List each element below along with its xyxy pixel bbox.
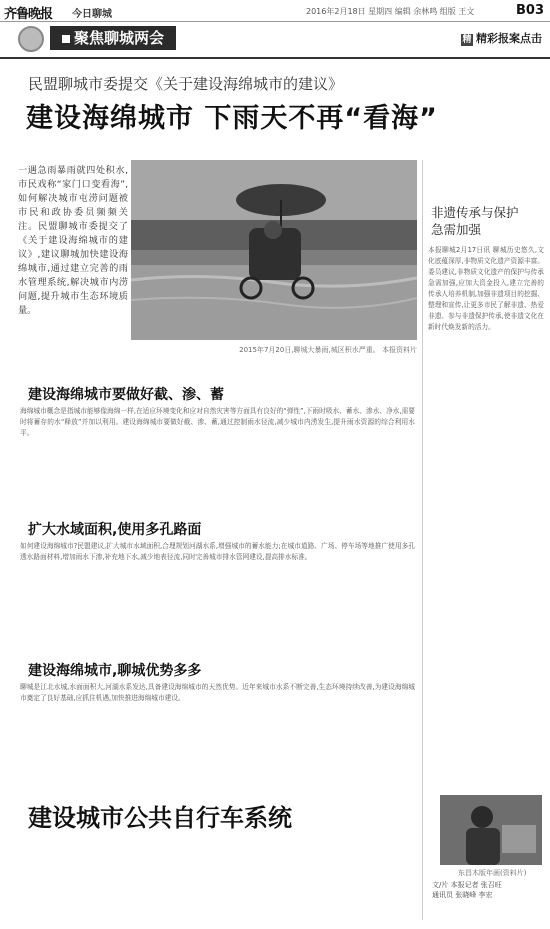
header-rule: [0, 57, 550, 59]
section-body-1: 海绵城市概念是指城市能够像海绵一样,在适应环境变化和应对自然灾害等方面具有良好的“弹性”,下雨时吸水、蓄水、渗水、净水,需要时将蓄存的水“释放”并加以利用。建设海绵城市要做好截、渗、蓄,通过控制雨水径流,减少城市内涝发生,提升雨水资源的综合利用水平。: [20, 407, 415, 437]
headline-kicker: 民盟聊城市委提交《关于建设海绵城市的建议》: [28, 75, 344, 93]
section-heading-1: 建设海绵城市要做好截、渗、蓄: [28, 387, 224, 403]
edition-name: 今日聊城: [72, 9, 112, 20]
special-tag: 精 精彩报案点击: [462, 32, 542, 45]
main-headline: 建设海绵城市 下雨天不再“看海”: [26, 103, 438, 134]
sidebar-photo-caption: 东昌木版年画(资料片): [458, 869, 527, 877]
emblem-icon: [18, 26, 44, 52]
intro-paragraph: 一遇急雨暴雨就四处积水,市民戏称“家门口变看海”,如何解决城市屯涝问题被市民和政协委员频频关注。民盟聊城市委提交了《关于建设海绵城市的建议》,建议聊城加快建设海绵城市,通过建立完善的雨水管理系统,解决城市内涝问题,提升城市生态环境质量。: [18, 165, 128, 316]
sidebar-photo: [440, 795, 542, 865]
page-number: B03: [516, 3, 544, 18]
section-bar: [0, 25, 550, 55]
section-heading-3: 建设海绵城市,聊城优势多多: [28, 663, 202, 679]
section-body-3: 聊城是江北水城,水面面积大,河湖水系发达,具备建设海绵城市的天然优势。近年来城市水系不断完善,生态环境持续改善,为建设海绵城市奠定了良好基础,应抓住机遇,加快推进海绵城市建设。: [20, 683, 415, 702]
bicycle-headline: 建设城市公共自行车系统: [28, 804, 292, 832]
flood-photo-art: [131, 160, 417, 340]
badge-icon: 精: [462, 35, 472, 45]
newspaper-logo: 齐鲁晚报: [4, 7, 53, 22]
masthead: [0, 0, 550, 22]
sidebar-body: 本报聊城2月17日讯 聊城历史悠久,文化底蕴深厚,非物质文化遗产资源丰富。委员建议,非物质文化遗产的保护与传承急需加强,应加大资金投入,建立完善的传承人培养机制,加强非遗项目的挖掘、整理和宣传,让更多市民了解非遗、热爱非遗、参与非遗保护传承,使非遗文化在新时代焕发新的活力。: [428, 246, 544, 331]
sidebar-divider: [422, 160, 423, 920]
section-body-2: 如何建设海绵城市?民盟建议,扩大城市水域面积,合理规划河湖水系,增强城市的蓄水能力;在城市道路、广场、停车场等地推广使用多孔透水路面材料,增加雨水下渗,补充地下水,减少地表径流,同时完善城市排水管网建设,提高排水标准。: [20, 542, 415, 561]
section-heading-2: 扩大水域面积,使用多孔路面: [28, 522, 202, 538]
date-line: 2016年2月18日 星期四 编辑 余林鸣 组版 王文: [306, 7, 475, 16]
section-label: 聚焦聊城两会: [50, 26, 176, 50]
sidebar-photo-art: [440, 795, 542, 865]
photo-caption: 2015年7月20日,聊城大暴雨,城区积水严重。 本报资料片: [239, 346, 417, 354]
sidebar-heading: 非遗传承与保护 急需加强: [431, 205, 519, 237]
square-icon: [62, 35, 70, 43]
flood-photo: [131, 160, 417, 340]
credits: 文/片 本报记者 张召旺 通讯员 张晓峰 李宏: [432, 881, 502, 899]
